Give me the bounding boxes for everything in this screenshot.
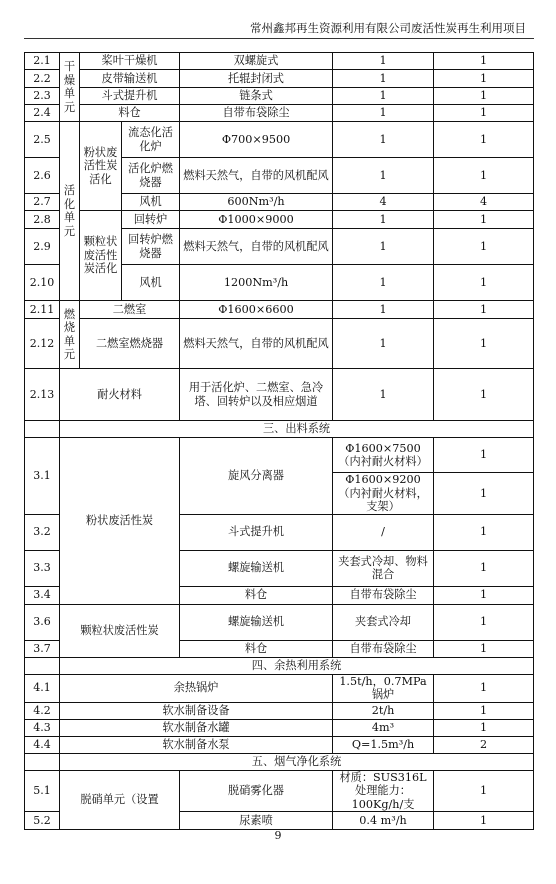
table-row — [25, 719, 534, 736]
equipment-name: 软水制备设备 — [60, 702, 333, 719]
quantity-1: 1 — [434, 586, 534, 604]
table-row — [25, 702, 534, 719]
quantity-2: 1 — [434, 122, 534, 158]
section-header-row — [25, 421, 534, 438]
equipment-spec: / — [333, 514, 434, 550]
equipment-spec: 用于活化炉、二燃室、急冷塔、回转炉以及相应烟道 — [180, 369, 333, 421]
equipment-name: 风机 — [122, 194, 180, 211]
row-number: 5.1 — [25, 770, 60, 812]
row-number: 2.4 — [25, 105, 60, 122]
quantity-1: 1 — [434, 770, 534, 812]
row-number: 2.9 — [25, 229, 60, 265]
equipment-name: 料仓 — [180, 586, 333, 604]
group-out-powder: 粉状废活性炭 — [60, 438, 180, 605]
row-number: 3.7 — [25, 640, 60, 657]
section-title: 五、烟气净化系统 — [60, 753, 534, 770]
row-number: 3.6 — [25, 604, 60, 640]
quantity-1: 1 — [333, 265, 434, 301]
equipment-spec: Φ1000×9000 — [180, 211, 333, 229]
quantity-1: 1 — [333, 53, 434, 70]
equipment-spec: 双螺旋式 — [180, 53, 333, 70]
quantity-1: 2 — [434, 736, 534, 753]
quantity-2: 1 — [434, 369, 534, 421]
group-denox-unit: 脱硝单元（设置 — [60, 770, 180, 830]
row-number: 2.5 — [25, 122, 60, 158]
table-row — [25, 674, 534, 702]
row-number: 4.2 — [25, 702, 60, 719]
quantity-1: 1 — [434, 438, 534, 473]
quantity-1: 1 — [333, 211, 434, 229]
section-number-cell — [25, 421, 60, 438]
row-number: 5.2 — [25, 812, 60, 830]
quantity-1: 1 — [333, 122, 434, 158]
equipment-spec: Φ1600×9200（内衬耐火材料，支架） — [333, 473, 434, 515]
quantity-2: 1 — [434, 105, 534, 122]
quantity-2: 1 — [434, 265, 534, 301]
quantity-2: 1 — [434, 229, 534, 265]
equipment-name: 流态化活化炉 — [122, 122, 180, 158]
equipment-spec: 自带布袋除尘 — [180, 105, 333, 122]
row-number: 2.1 — [25, 53, 60, 70]
quantity-1: 1 — [434, 550, 534, 586]
quantity-2: 4 — [434, 194, 534, 211]
table-row — [25, 70, 534, 88]
table-row — [25, 736, 534, 753]
group-out-granular: 颗粒状废活性炭 — [60, 604, 180, 657]
table-row — [25, 438, 534, 473]
equipment-name: 料仓 — [80, 105, 180, 122]
row-number: 3.1 — [25, 438, 60, 515]
equipment-spec: Φ1600×6600 — [180, 301, 333, 319]
quantity-1: 1 — [333, 88, 434, 105]
quantity-2: 1 — [434, 158, 534, 194]
quantity-1: 1 — [434, 604, 534, 640]
quantity-1: 1 — [333, 319, 434, 369]
equipment-name: 余热锅炉 — [60, 674, 333, 702]
equipment-name: 回转炉 — [122, 211, 180, 229]
equipment-spec: 燃料天然气，自带的风机配风 — [180, 229, 333, 265]
row-number: 3.4 — [25, 586, 60, 604]
row-number: 2.8 — [25, 211, 60, 229]
equipment-name: 风机 — [122, 265, 180, 301]
equipment-spec: 材质：SUS316L 处理能力：100Kg/h/支 — [333, 770, 434, 812]
quantity-1: 1 — [333, 105, 434, 122]
row-number: 2.13 — [25, 369, 60, 421]
table-row — [25, 301, 534, 319]
equipment-spec: 0.4 m³/h — [333, 812, 434, 830]
quantity-1: 1 — [333, 369, 434, 421]
equipment-spec: 自带布袋除尘 — [333, 586, 434, 604]
equipment-name: 斗式提升机 — [180, 514, 333, 550]
table-row — [25, 88, 534, 105]
equipment-spec: 1200Nm³/h — [180, 265, 333, 301]
section-title: 三、出料系统 — [60, 421, 534, 438]
table-row — [25, 369, 534, 421]
equipment-spec: 夹套式冷却 — [333, 604, 434, 640]
quantity-1: 1 — [434, 702, 534, 719]
equipment-spec: 2t/h — [333, 702, 434, 719]
equipment-spec: 夹套式冷却、物料混合 — [333, 550, 434, 586]
quantity-2: 1 — [434, 319, 534, 369]
group-activation-unit: 活化单元 — [60, 122, 80, 301]
row-number: 2.3 — [25, 88, 60, 105]
equipment-spec: 燃料天然气，自带的风机配风 — [180, 158, 333, 194]
quantity-1: 1 — [434, 812, 534, 830]
row-number: 4.1 — [25, 674, 60, 702]
equipment-name: 回转炉燃烧器 — [122, 229, 180, 265]
row-number: 3.2 — [25, 514, 60, 550]
equipment-spec: 1.5t/h，0.7MPa 锅炉 — [333, 674, 434, 702]
equipment-spec: 托辊封闭式 — [180, 70, 333, 88]
row-number: 2.7 — [25, 194, 60, 211]
quantity-1: 1 — [434, 640, 534, 657]
equipment-name: 旋风分离器 — [180, 438, 333, 515]
quantity-1: 1 — [333, 229, 434, 265]
row-number: 2.11 — [25, 301, 60, 319]
quantity-1: 4 — [333, 194, 434, 211]
equipment-spec: 自带布袋除尘 — [333, 640, 434, 657]
quantity-2: 1 — [434, 301, 534, 319]
quantity-2: 1 — [434, 211, 534, 229]
equipment-spec: 600Nm³/h — [180, 194, 333, 211]
quantity-1: 1 — [434, 514, 534, 550]
row-number: 4.3 — [25, 719, 60, 736]
table-row — [25, 122, 534, 158]
equipment-name: 料仓 — [180, 640, 333, 657]
header-title: 常州鑫邦再生资源利用有限公司废活性炭再生利用项目 — [250, 21, 526, 35]
group-dry-unit: 干燥单元 — [60, 53, 80, 122]
table-row — [25, 105, 534, 122]
section-header-row — [25, 657, 534, 674]
equipment-name: 螺旋输送机 — [180, 550, 333, 586]
row-number: 2.2 — [25, 70, 60, 88]
equipment-name: 脱硝雾化器 — [180, 770, 333, 812]
quantity-2: 1 — [434, 53, 534, 70]
equipment-name: 桨叶干燥机 — [80, 53, 180, 70]
equipment-name: 皮带输送机 — [80, 70, 180, 88]
quantity-1: 1 — [434, 473, 534, 515]
quantity-1: 1 — [333, 301, 434, 319]
equipment-name: 螺旋输送机 — [180, 604, 333, 640]
table-row — [25, 53, 534, 70]
equipment-spec: 链条式 — [180, 88, 333, 105]
equipment-name: 二燃室 — [80, 301, 180, 319]
row-number: 3.3 — [25, 550, 60, 586]
equipment-name: 活化炉燃烧器 — [122, 158, 180, 194]
section-header-row — [25, 753, 534, 770]
quantity-1: 1 — [434, 674, 534, 702]
group-burn-unit: 燃烧单元 — [60, 301, 80, 369]
equipment-table — [24, 52, 534, 830]
equipment-name: 软水制备水罐 — [60, 719, 333, 736]
table-row — [25, 770, 534, 812]
table-row — [25, 604, 534, 640]
equipment-name: 耐火材料 — [60, 369, 180, 421]
equipment-spec: Φ700×9500 — [180, 122, 333, 158]
equipment-spec: Φ1600×7500（内衬耐火材料） — [333, 438, 434, 473]
equipment-name: 尿素喷 — [180, 812, 333, 830]
section-title: 四、余热利用系统 — [60, 657, 534, 674]
quantity-2: 1 — [434, 70, 534, 88]
section-number-cell — [25, 657, 60, 674]
group-powder-carbon: 粉状废活性炭活化 — [80, 122, 122, 211]
row-number: 2.12 — [25, 319, 60, 369]
section-number-cell — [25, 753, 60, 770]
page-header — [24, 20, 534, 39]
equipment-name: 二燃室燃烧器 — [80, 319, 180, 369]
row-number: 2.6 — [25, 158, 60, 194]
equipment-spec: 燃料天然气，自带的风机配风 — [180, 319, 333, 369]
table-row — [25, 211, 534, 229]
page-number: 9 — [274, 829, 282, 842]
row-number: 4.4 — [25, 736, 60, 753]
quantity-2: 1 — [434, 88, 534, 105]
quantity-1: 1 — [434, 719, 534, 736]
equipment-name: 软水制备水泵 — [60, 736, 333, 753]
equipment-spec: Q=1.5m³/h — [333, 736, 434, 753]
group-granular-carbon: 颗粒状废活性炭活化 — [80, 211, 122, 301]
quantity-1: 1 — [333, 70, 434, 88]
equipment-name: 斗式提升机 — [80, 88, 180, 105]
row-number: 2.10 — [25, 265, 60, 301]
quantity-1: 1 — [333, 158, 434, 194]
equipment-spec: 4m³ — [333, 719, 434, 736]
table-row — [25, 319, 534, 369]
